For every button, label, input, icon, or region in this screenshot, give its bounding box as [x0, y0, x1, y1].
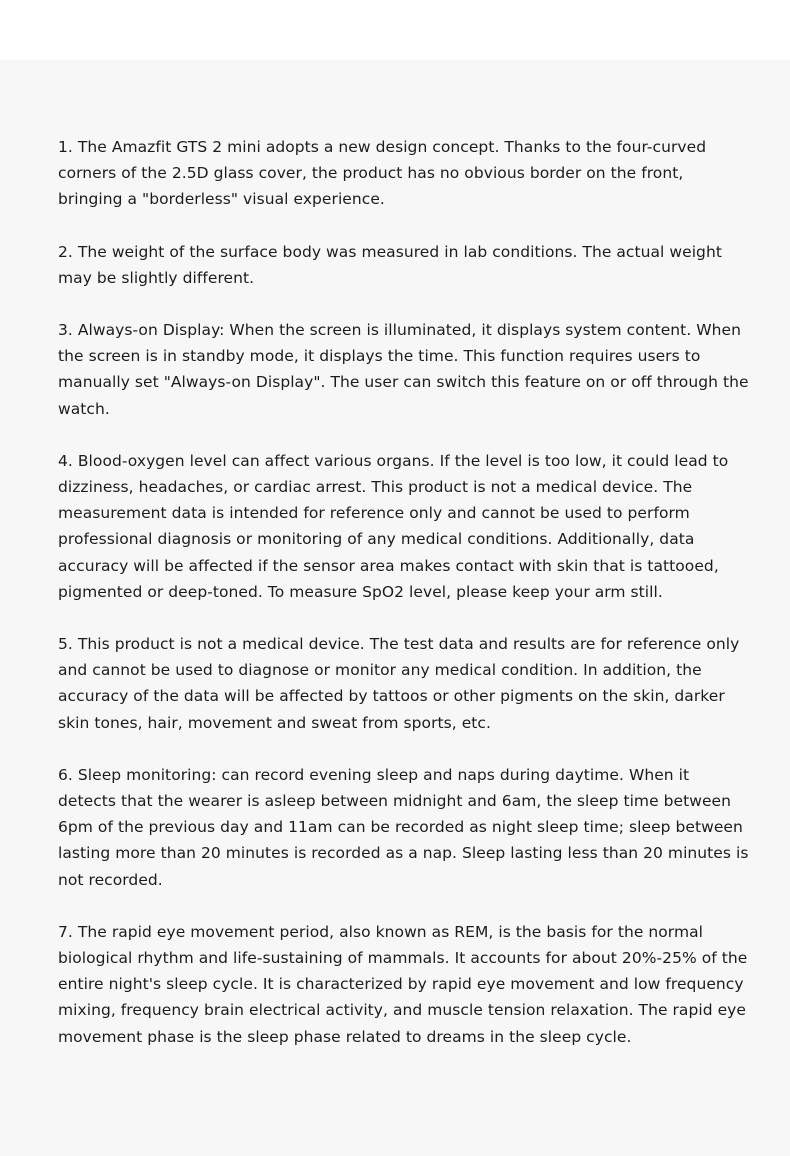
- footnote-5: 5. This product is not a medical device. The test data and results are for reference only and cannot be used to diagnose or monitor any medical condition. In addition, the accuracy of the data will be affected by tattoos or other pigments on the skin, darker skin tones, hair, movement and sweat from sports, etc.: [58, 635, 740, 732]
- footnote-7: 7. The rapid eye movement period, also known as REM, is the basis for the normal biological rhythm and life-sustaining of mammals. It accounts for about 20%-25% of the entire night's sleep cycle. It is characterized by rapid eye movement and low frequency mixing, frequency brain electrical activity, and muscle tension relaxation. The rapid eye movement phase is the sleep phase related to dreams in the sleep cycle.: [58, 922, 748, 1046]
- footnote-1: 1. The Amazfit GTS 2 mini adopts a new design concept. Thanks to the four-curved corners of the 2.5D glass cover, the product has no obvious border on the front, bringing a "borderless" visual experience.: [58, 138, 707, 209]
- top-band: [0, 0, 790, 60]
- footnote-3: 3. Always-on Display: When the screen is illuminated, it displays system content. When the screen is in standby mode, it displays the time. This function requires users to manually set "Always-on Display". The user can switch this feature on or off through the watch.: [58, 321, 749, 418]
- footnote-4: 4. Blood-oxygen level can affect various organs. If the level is too low, it could lead to dizziness, headaches, or cardiac arrest. This product is not a medical device. The measurement data is intended for reference only and cannot be used to perform professional diagnosis or monitoring of any medical conditions. Additionally, data accuracy will be affected if the sensor area makes contact with skin that is tattooed, pigmented or deep-toned. To measure SpO2 level, please keep your arm still.: [58, 451, 729, 601]
- footnote-6: 6. Sleep monitoring: can record evening sleep and naps during daytime. When it detects that the wearer is asleep between midnight and 6am, the sleep time between 6pm of the previous day and 11am can be recorded as night sleep time; sleep between lasting more than 20 minutes is recorded as a nap. Sleep lasting less than 20 minutes is not recorded.: [58, 765, 749, 889]
- footnotes-panel: [0, 60, 790, 1156]
- footnote-2: 2. The weight of the surface body was measured in lab conditions. The actual weight may be slightly different.: [58, 242, 722, 287]
